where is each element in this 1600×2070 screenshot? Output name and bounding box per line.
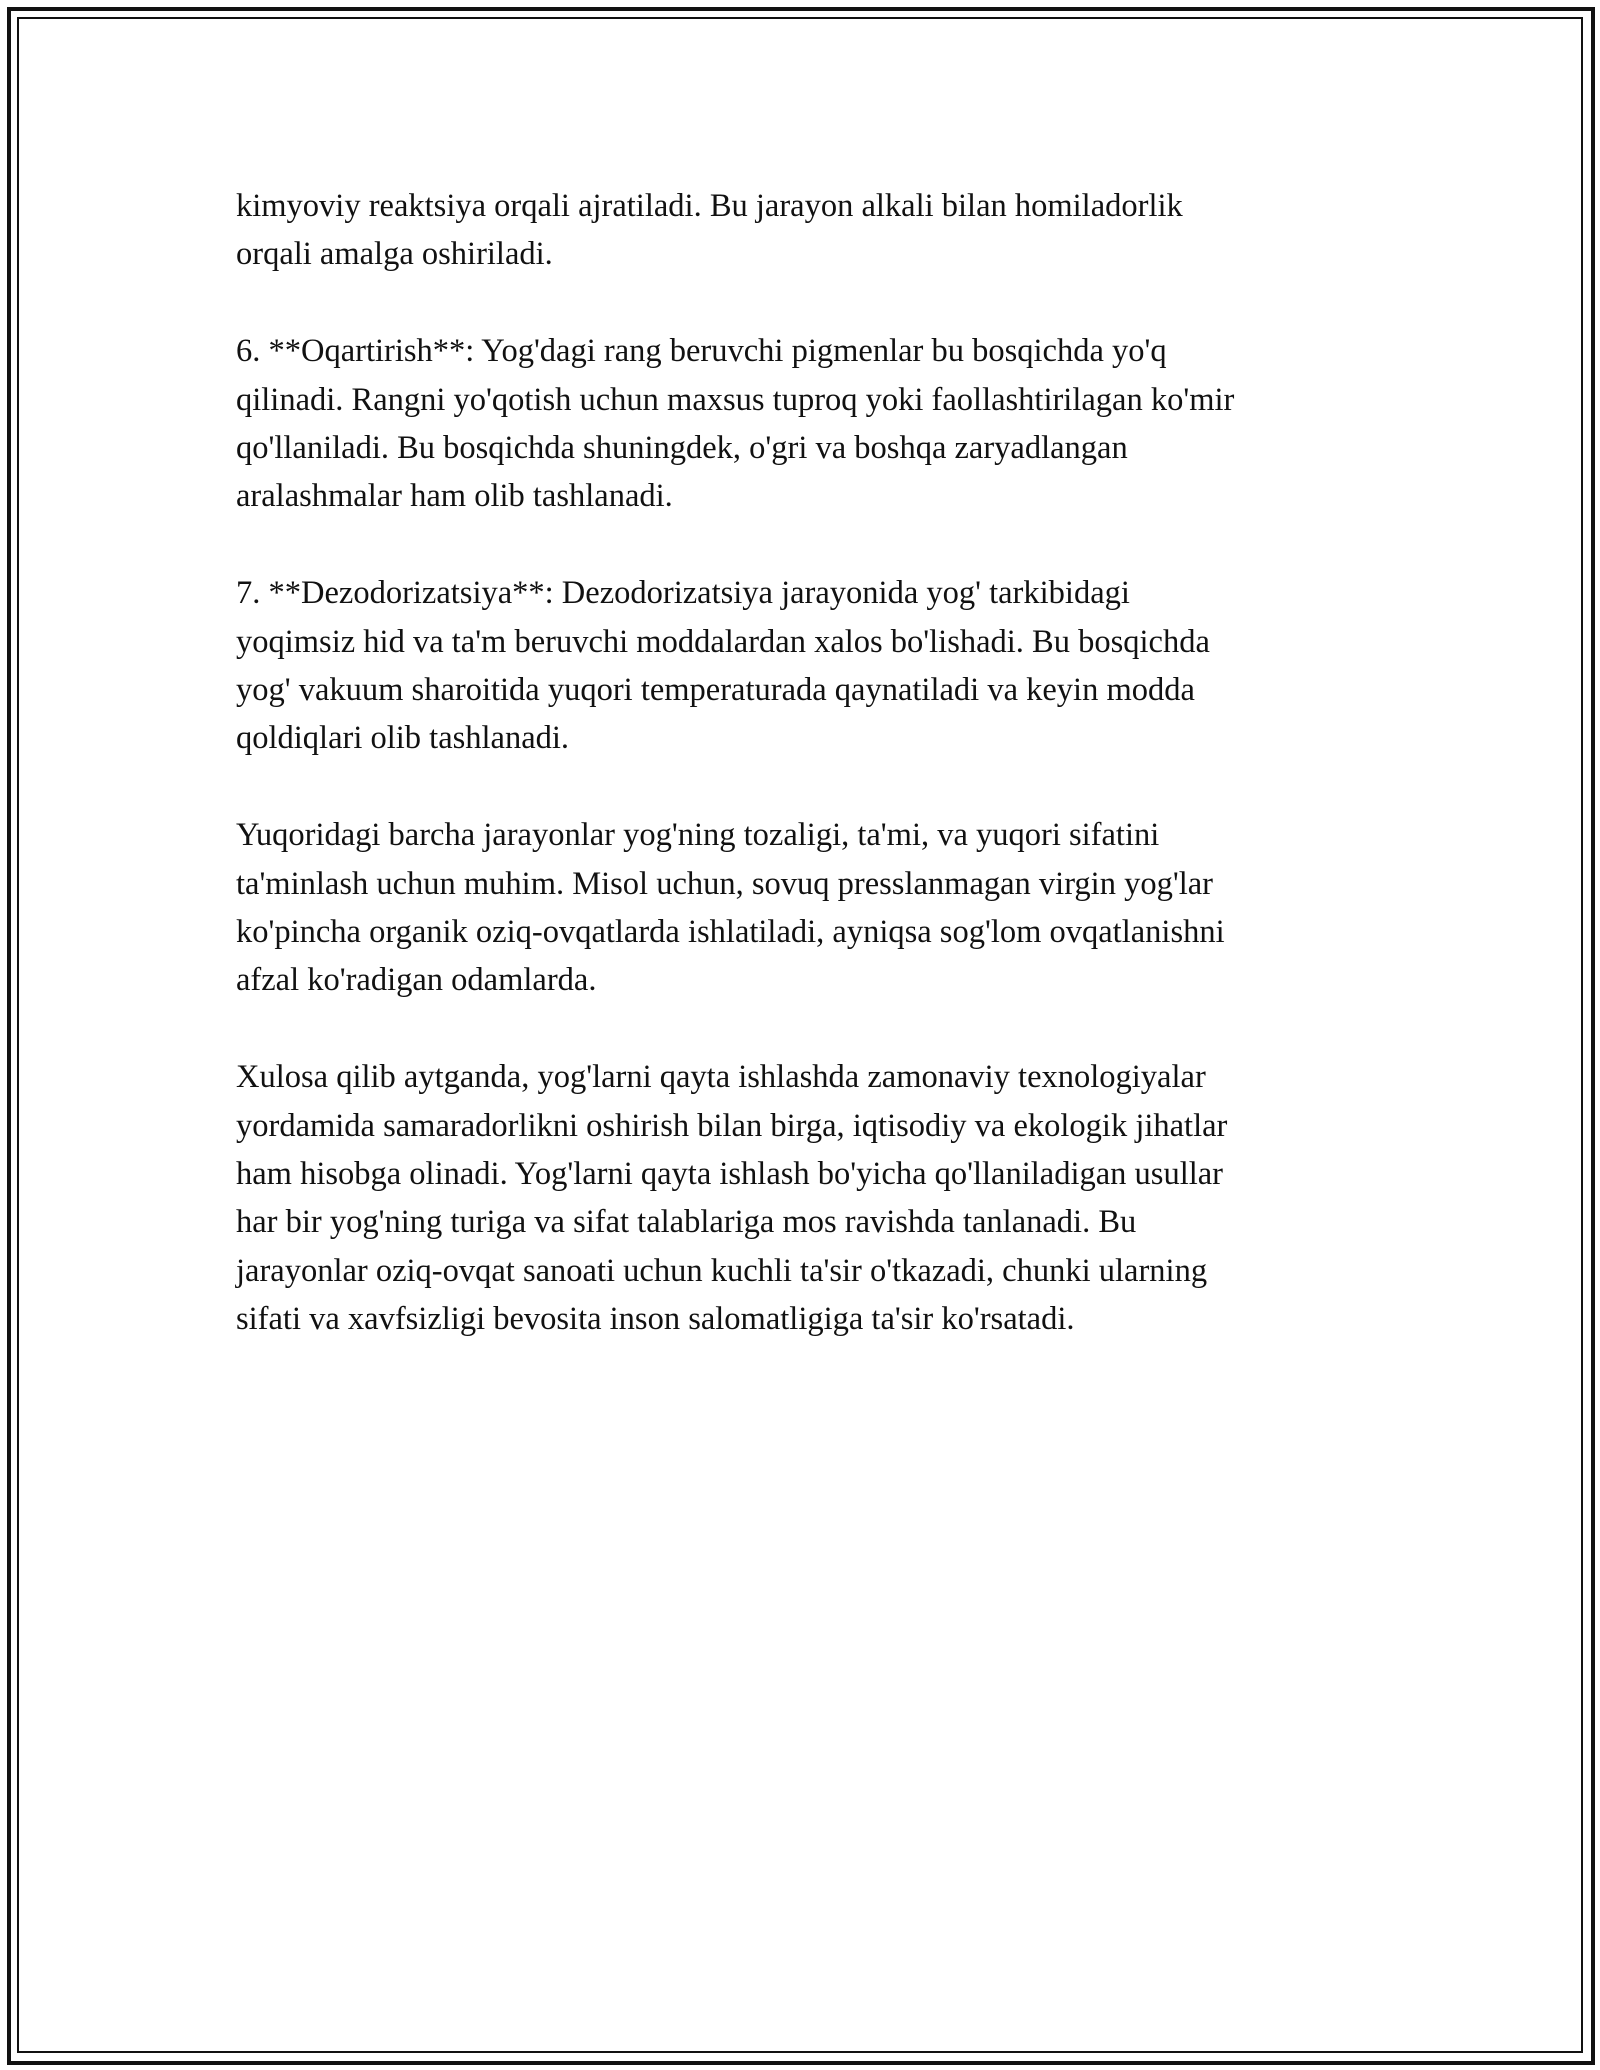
text-line: yordamida samaradorlikni oshirish bilan birga, iqtisodiy va ekologik jihatlar [236, 1107, 1228, 1144]
text-line: har bir yog'ning turiga va sifat talablariga mos ravishda tanlanadi. Bu [236, 1204, 1137, 1241]
text-line: 7. **Dezodorizatsiya**: Dezodorizatsiya jarayonida yog' tarkibidagi [236, 575, 1130, 612]
text-line: Yuqoridagi barcha jarayonlar yog'ning tozaligi, ta'mi, va yuqori sifatini [236, 817, 1160, 854]
paragraph-conclusion [236, 1053, 1376, 1343]
paragraph-step-7-deodorization [236, 569, 1376, 763]
text-line: aralashmalar ham olib tashlanadi. [236, 478, 673, 515]
text-line: Xulosa qilib aytganda, yog'larni qayta ishlashda zamonaviy texnologiyalar [236, 1059, 1206, 1096]
text-line: jarayonlar oziq-ovqat sanoati uchun kuchli ta'sir o'tkazadi, chunki ularning [236, 1252, 1208, 1289]
paragraph-summary [236, 811, 1376, 1005]
paragraph-continuation [236, 182, 1376, 279]
text-line: ham hisobga olinadi. Yog'larni qayta ishlash bo'yicha qo'llaniladigan usullar [236, 1156, 1223, 1193]
text-line: kimyoviy reaktsiya orqali ajratiladi. Bu jarayon alkali bilan homiladorlik [236, 188, 1183, 224]
text-line: ta'minlash uchun muhim. Misol uchun, sovuq presslanmagan virgin yog'lar [236, 865, 1213, 902]
text-line: ko'pincha organik oziq-ovqatlarda ishlatiladi, ayniqsa sog'lom ovqatlanishni [236, 914, 1225, 951]
text-line: yoqimsiz hid va ta'm beruvchi moddalardan xalos bo'lishadi. Bu bosqichda [236, 623, 1210, 660]
document-body [236, 182, 1376, 1392]
paragraph-step-6-bleaching [236, 327, 1376, 521]
text-line: sifati va xavfsizligi bevosita inson salomatligiga ta'sir ko'rsatadi. [236, 1301, 1075, 1338]
text-line: afzal ko'radigan odamlarda. [236, 962, 597, 999]
text-line: 6. **Oqartirish**: Yog'dagi rang beruvchi pigmenlar bu bosqichda yo'q [236, 333, 1167, 370]
text-line: qilinadi. Rangni yo'qotish uchun maxsus tuproq yoki faollashtirilagan ko'mir [236, 381, 1235, 418]
text-line: yog' vakuum sharoitida yuqori temperaturada qaynatiladi va keyin modda [236, 672, 1195, 709]
text-line: orqali amalga oshiriladi. [236, 236, 553, 273]
text-line: qo'llaniladi. Bu bosqichda shuningdek, o'gri va boshqa zaryadlangan [236, 430, 1128, 467]
text-line: qoldiqlari olib tashlanadi. [236, 720, 570, 757]
